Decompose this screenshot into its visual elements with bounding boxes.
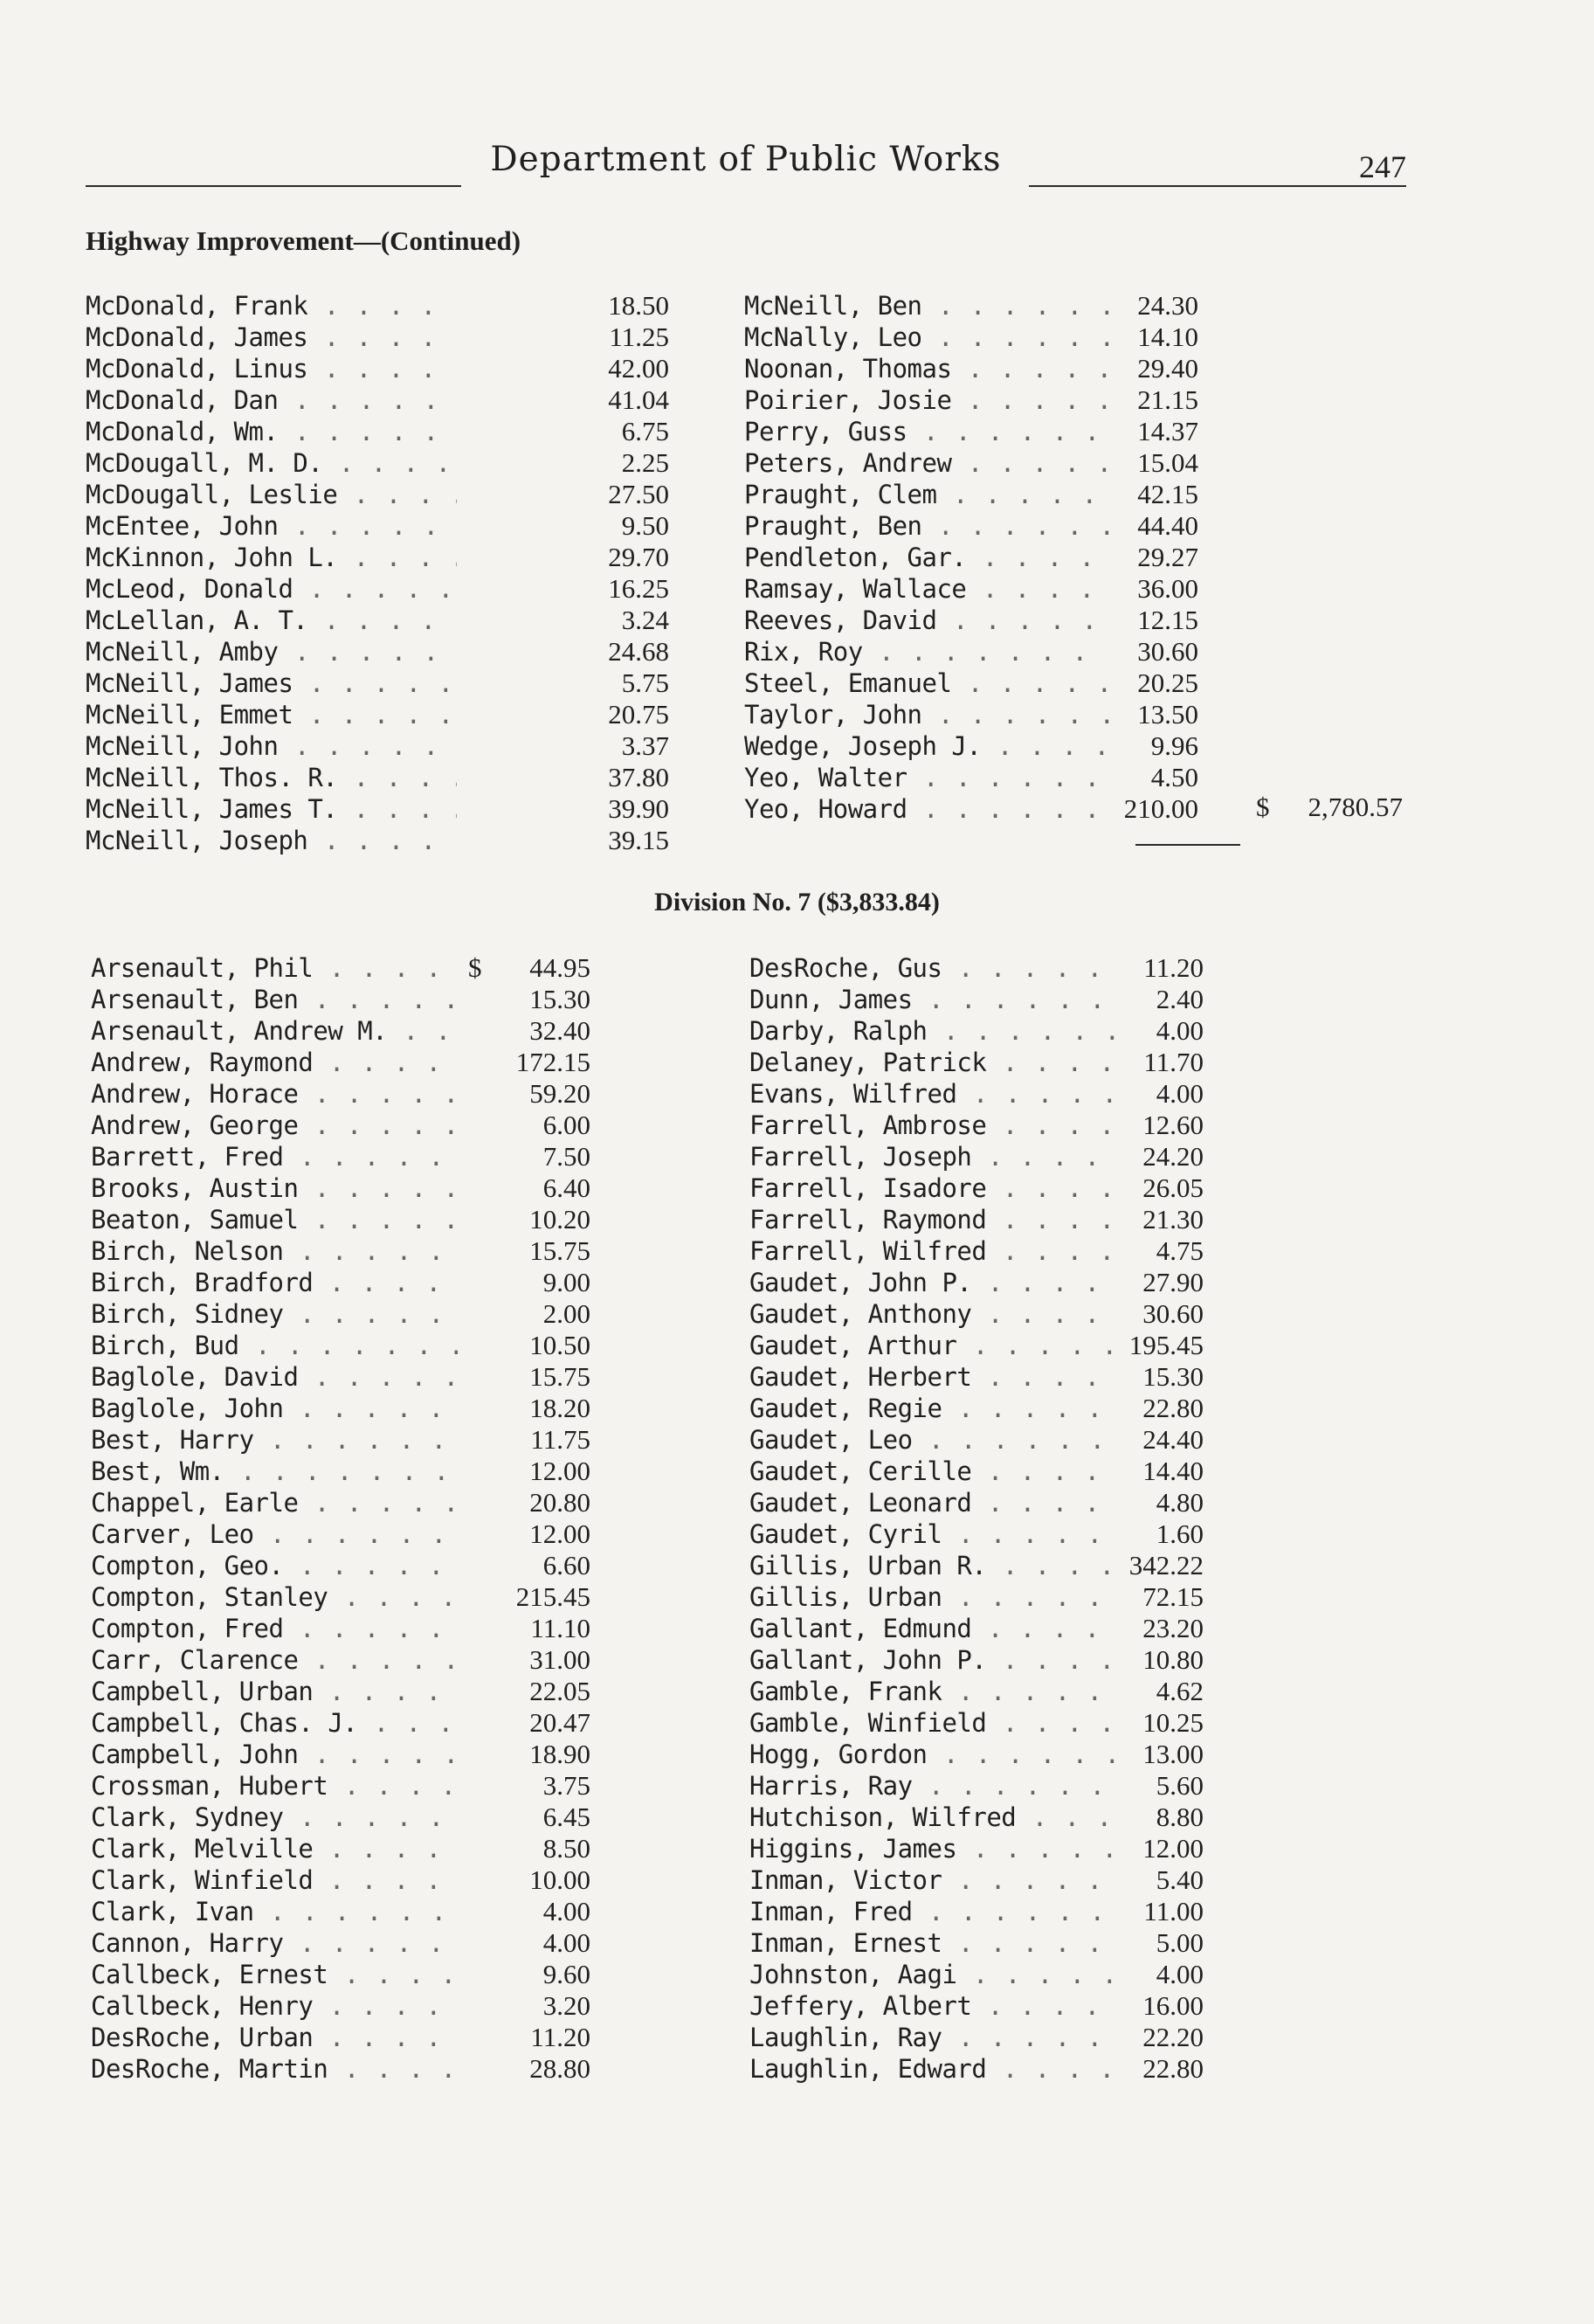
entry-amount: 44.95 xyxy=(529,952,590,983)
entry-name: Johnston, Aagi . . . xyxy=(749,1959,1114,1990)
entry-amount: 3.24 xyxy=(621,605,669,635)
entry-name: Carver, Leo . . . xyxy=(91,1518,458,1550)
entry-amount: 44.40 xyxy=(1137,510,1198,541)
entry-amount: 22.20 xyxy=(1142,2022,1204,2052)
entry-name: Taylor, John . . . xyxy=(744,699,1109,730)
entry-name: Compton, Stanley . . . xyxy=(91,1581,458,1613)
entry-amount: 32.40 xyxy=(529,1015,590,1046)
entry-amount: 29.27 xyxy=(1137,542,1198,572)
entry-name: Farrell, Isadore . . . xyxy=(749,1172,1114,1204)
entry-amount: 4.00 xyxy=(1156,1078,1204,1109)
entry-name: Brooks, Austin . . . xyxy=(91,1172,458,1204)
entry-name: Beaton, Samuel . . . xyxy=(91,1204,458,1235)
entry-amount: 4.00 xyxy=(1156,1959,1204,1989)
entry-amount: 18.90 xyxy=(529,1739,590,1769)
entry-name: McKinnon, John L. . . . xyxy=(86,542,457,573)
entry-name: Gillis, Urban R. . . . xyxy=(749,1550,1114,1581)
division-heading: Division No. 7 ($3,833.84) xyxy=(654,888,940,916)
entry-name: McDougall, Leslie . . . xyxy=(86,479,457,510)
entry-name: Evans, Wilfred . . . xyxy=(749,1078,1114,1110)
entry-name: Gaudet, Cerille . . . xyxy=(749,1456,1114,1487)
entry-name: Birch, Nelson . . . xyxy=(91,1235,458,1267)
entry-amount: 6.45 xyxy=(542,1802,590,1832)
entry-amount: 15.75 xyxy=(529,1361,590,1392)
entry-amount: 5.60 xyxy=(1156,1770,1204,1801)
entry-name: Inman, Fred . . . xyxy=(749,1896,1114,1927)
entry-name: Gaudet, John P. . . . xyxy=(749,1267,1114,1298)
entry-name: Gamble, Frank . . . xyxy=(749,1676,1114,1707)
entry-amount: 4.80 xyxy=(1156,1487,1204,1518)
entry-name: Hutchison, Wilfred . . . xyxy=(749,1802,1114,1833)
entry-amount: 12.00 xyxy=(1142,1833,1204,1864)
entry-amount: 10.25 xyxy=(1142,1707,1204,1738)
entry-amount: 2.00 xyxy=(542,1298,590,1329)
entry-amount: 20.80 xyxy=(529,1487,590,1518)
entry-amount: 10.00 xyxy=(529,1864,590,1895)
entry-name: Callbeck, Henry . . . xyxy=(91,1990,458,2022)
entry-name: Darby, Ralph . . . xyxy=(749,1015,1114,1047)
entry-amount: 195.45 xyxy=(1128,1330,1204,1360)
entry-amount: 18.20 xyxy=(529,1393,590,1423)
entry-amount: 21.30 xyxy=(1142,1204,1204,1235)
entry-name: Andrew, Raymond . . . xyxy=(91,1047,458,1078)
entry-name: Rix, Roy . . . xyxy=(744,636,1109,667)
entry-name: Compton, Fred . . . xyxy=(91,1613,458,1644)
entry-amount: 4.00 xyxy=(542,1927,590,1958)
sum-rule xyxy=(1135,844,1240,846)
entry-name: McDonald, Dan . . . xyxy=(86,384,457,416)
entry-amount: 4.62 xyxy=(1156,1676,1204,1706)
entry-name: Laughlin, Ray . . . xyxy=(749,2022,1114,2053)
entry-amount: 24.68 xyxy=(608,636,669,667)
page-header xyxy=(86,140,1406,192)
entry-name: Best, Harry . . . xyxy=(91,1424,458,1456)
header-rule-right xyxy=(1029,185,1406,187)
entry-amount: 27.50 xyxy=(608,479,669,509)
entry-amount: 11.00 xyxy=(1143,1896,1204,1926)
entry-amount: 15.04 xyxy=(1137,447,1198,478)
entry-amount: 4.50 xyxy=(1150,762,1198,792)
entry-amount: 10.20 xyxy=(529,1204,590,1235)
entry-amount: 8.80 xyxy=(1156,1802,1204,1832)
entry-amount: 9.50 xyxy=(621,510,669,541)
entry-amount: 14.10 xyxy=(1137,322,1198,352)
entry-amount: 22.05 xyxy=(529,1676,590,1706)
entry-amount: 20.75 xyxy=(608,699,669,730)
entry-name: Ramsay, Wallace . . . xyxy=(744,573,1109,605)
entry-name: Gaudet, Arthur . . . xyxy=(749,1330,1114,1361)
entry-amount: 5.75 xyxy=(621,667,669,698)
header-rule-left xyxy=(86,185,461,187)
entry-name: Gallant, John P. . . . xyxy=(749,1644,1114,1676)
entry-name: Farrell, Wilfred . . . xyxy=(749,1235,1114,1267)
section-heading: Highway Improvement—(Continued) xyxy=(86,225,521,256)
entry-amount: 3.20 xyxy=(542,1990,590,2021)
entry-name: Noonan, Thomas . . . xyxy=(744,353,1109,384)
entry-amount: 27.90 xyxy=(1142,1267,1204,1297)
entry-amount: 2.40 xyxy=(1156,984,1204,1014)
entry-name: Baglole, John . . . xyxy=(91,1393,458,1424)
entry-name: Farrell, Raymond . . . xyxy=(749,1204,1114,1235)
entry-amount: 1.60 xyxy=(1156,1518,1204,1549)
entry-name: Campbell, Urban . . . xyxy=(91,1676,458,1707)
entry-name: Farrell, Ambrose . . . xyxy=(749,1110,1114,1141)
entry-amount: 9.96 xyxy=(1150,730,1198,761)
entry-amount: 12.15 xyxy=(1137,605,1198,635)
entry-name: Crossman, Hubert . . . xyxy=(91,1770,458,1802)
entry-name: McDougall, M. D. . . . xyxy=(86,447,457,479)
entry-name: Perry, Guss . . . xyxy=(744,416,1109,447)
entry-amount: 31.00 xyxy=(529,1644,590,1675)
entry-amount: 16.25 xyxy=(608,573,669,604)
entry-name: Pendleton, Gar. . . . xyxy=(744,542,1109,573)
entry-amount: 39.90 xyxy=(608,793,669,824)
entry-name: Clark, Ivan . . . xyxy=(91,1896,458,1927)
entry-name: Farrell, Joseph . . . xyxy=(749,1141,1114,1172)
entry-amount: 16.00 xyxy=(1142,1990,1204,2021)
entry-name: Birch, Bud . . . xyxy=(91,1330,458,1361)
entry-name: Chappel, Earle . . . xyxy=(91,1487,458,1518)
entry-name: Arsenault, Phil . . . xyxy=(91,952,458,984)
entry-amount: 24.30 xyxy=(1137,290,1198,321)
entry-name: McNeill, John . . . xyxy=(86,730,457,762)
entry-name: McLeod, Donald . . . xyxy=(86,573,457,605)
entry-name: McDonald, Frank . . . xyxy=(86,290,457,322)
entry-amount: 5.40 xyxy=(1156,1864,1204,1895)
entry-name: DesRoche, Martin . . . xyxy=(91,2053,458,2085)
entry-amount: 2.25 xyxy=(621,447,669,478)
entry-name: Campbell, John . . . xyxy=(91,1739,458,1770)
entry-amount: 14.40 xyxy=(1142,1456,1204,1486)
entry-amount: 4.75 xyxy=(1156,1235,1204,1266)
entry-amount: 22.80 xyxy=(1142,1393,1204,1423)
entry-name: Inman, Ernest . . . xyxy=(749,1927,1114,1959)
entry-name: Clark, Winfield . . . xyxy=(91,1864,458,1896)
entry-amount: 210.00 xyxy=(1123,793,1198,824)
entry-name: Praught, Clem . . . xyxy=(744,479,1109,510)
entry-amount: 22.80 xyxy=(1142,2053,1204,2084)
entry-name: McNally, Leo . . . xyxy=(744,322,1109,353)
entry-amount: 10.50 xyxy=(529,1330,590,1360)
dollar-sign: $ xyxy=(468,952,482,983)
entry-name: McNeill, Amby . . . xyxy=(86,636,457,667)
entry-amount: 11.20 xyxy=(530,2022,590,2052)
entry-name: Hogg, Gordon . . . xyxy=(749,1739,1114,1770)
entry-name: McDonald, Linus . . . xyxy=(86,353,457,384)
entry-name: DesRoche, Urban . . . xyxy=(91,2022,458,2053)
entry-name: Gaudet, Regie . . . xyxy=(749,1393,1114,1424)
entry-name: Andrew, Horace . . . xyxy=(91,1078,458,1110)
entry-amount: 172.15 xyxy=(515,1047,590,1077)
entry-name: McNeill, Ben . . . xyxy=(744,290,1109,322)
entry-name: Steel, Emanuel . . . xyxy=(744,667,1109,699)
entry-name: Praught, Ben . . . xyxy=(744,510,1109,542)
entry-name: Gaudet, Anthony . . . xyxy=(749,1298,1114,1330)
entry-name: Carr, Clarence . . . xyxy=(91,1644,458,1676)
entry-name: McDonald, Wm. . . . xyxy=(86,416,457,447)
page-number: 247 xyxy=(1359,149,1406,184)
entry-amount: 8.50 xyxy=(542,1833,590,1864)
entry-amount: 20.25 xyxy=(1137,667,1198,698)
entry-amount: 6.60 xyxy=(542,1550,590,1580)
entry-amount: 4.00 xyxy=(1156,1015,1204,1046)
entry-amount: 41.04 xyxy=(608,384,669,415)
entry-name: Arsenault, Andrew M. . . . xyxy=(91,1015,458,1047)
entry-amount: 36.00 xyxy=(1137,573,1198,604)
entry-name: Baglole, David . . . xyxy=(91,1361,458,1393)
entry-amount: 15.30 xyxy=(529,984,590,1014)
entry-name: Reeves, David . . . xyxy=(744,605,1109,636)
entry-name: McNeill, Joseph . . . xyxy=(86,825,457,856)
page-title: Department of Public Works xyxy=(490,140,1002,179)
entry-name: DesRoche, Gus . . . xyxy=(749,952,1114,984)
entry-name: Wedge, Joseph J. . . . xyxy=(744,730,1109,762)
entry-amount: 15.30 xyxy=(1142,1361,1204,1392)
entry-amount: 24.40 xyxy=(1142,1424,1204,1455)
entry-amount: 11.10 xyxy=(530,1613,590,1643)
entry-name: Gaudet, Leonard . . . xyxy=(749,1487,1114,1518)
entry-amount: 42.15 xyxy=(1137,479,1198,509)
entry-name: Peters, Andrew . . . xyxy=(744,447,1109,479)
entry-name: McNeill, Thos. R. . . . xyxy=(86,762,457,793)
entry-name: Harris, Ray . . . xyxy=(749,1770,1114,1802)
entry-name: Cannon, Harry . . . xyxy=(91,1927,458,1959)
entry-amount: 3.75 xyxy=(542,1770,590,1801)
entry-name: Yeo, Howard . . . xyxy=(744,793,1109,825)
entry-amount: 9.00 xyxy=(542,1267,590,1297)
entry-amount: 15.75 xyxy=(529,1235,590,1266)
entry-name: Gaudet, Leo . . . xyxy=(749,1424,1114,1456)
entry-name: McNeill, Emmet . . . xyxy=(86,699,457,730)
entry-amount: 6.75 xyxy=(621,416,669,446)
entry-amount: 18.50 xyxy=(608,290,669,321)
upper-total-amount: 2,780.57 xyxy=(1308,792,1403,822)
entry-amount: 11.70 xyxy=(1143,1047,1204,1077)
entry-amount: 14.37 xyxy=(1137,416,1198,446)
entry-amount: 12.60 xyxy=(1142,1110,1204,1140)
entry-amount: 4.00 xyxy=(542,1896,590,1926)
entry-name: Clark, Sydney . . . xyxy=(91,1802,458,1833)
entry-amount: 39.15 xyxy=(608,825,669,855)
entry-name: Barrett, Fred . . . xyxy=(91,1141,458,1172)
entry-name: Poirier, Josie . . . xyxy=(744,384,1109,416)
entry-amount: 23.20 xyxy=(1142,1613,1204,1643)
entry-amount: 37.80 xyxy=(608,762,669,792)
entry-amount: 24.20 xyxy=(1142,1141,1204,1172)
entry-amount: 10.80 xyxy=(1142,1644,1204,1675)
entry-name: Jeffery, Albert . . . xyxy=(749,1990,1114,2022)
entry-amount: 12.00 xyxy=(529,1456,590,1486)
entry-amount: 342.22 xyxy=(1128,1550,1204,1580)
entry-amount: 30.60 xyxy=(1137,636,1198,667)
entry-amount: 11.75 xyxy=(530,1424,590,1455)
entry-name: Birch, Bradford . . . xyxy=(91,1267,458,1298)
entry-name: Gallant, Edmund . . . xyxy=(749,1613,1114,1644)
entry-name: Arsenault, Ben . . . xyxy=(91,984,458,1015)
entry-name: Best, Wm. . . . xyxy=(91,1456,458,1487)
entry-amount: 3.37 xyxy=(621,730,669,761)
entry-name: Yeo, Walter . . . xyxy=(744,762,1109,793)
entry-amount: 11.20 xyxy=(1143,952,1204,983)
entry-amount: 29.40 xyxy=(1137,353,1198,384)
entry-amount: 30.60 xyxy=(1142,1298,1204,1329)
entry-amount: 72.15 xyxy=(1142,1581,1204,1612)
entry-name: McLellan, A. T. . . . xyxy=(86,605,457,636)
entry-amount: 13.50 xyxy=(1137,699,1198,730)
entry-name: Higgins, James . . . xyxy=(749,1833,1114,1864)
entry-name: Clark, Melville . . . xyxy=(91,1833,458,1864)
entry-amount: 29.70 xyxy=(608,542,669,572)
entry-amount: 20.47 xyxy=(529,1707,590,1738)
entry-name: Dunn, James . . . xyxy=(749,984,1114,1015)
entry-amount: 5.00 xyxy=(1156,1927,1204,1958)
entry-amount: 6.00 xyxy=(542,1110,590,1140)
entry-amount: 215.45 xyxy=(515,1581,590,1612)
entry-amount: 28.80 xyxy=(529,2053,590,2084)
entry-amount: 6.40 xyxy=(542,1172,590,1203)
entry-name: McNeill, James T. . . . xyxy=(86,793,457,825)
upper-total-dollar-sign: $ xyxy=(1256,792,1270,822)
entry-name: Laughlin, Edward . . . xyxy=(749,2053,1114,2085)
entry-name: Gamble, Winfield . . . xyxy=(749,1707,1114,1739)
entry-amount: 59.20 xyxy=(529,1078,590,1109)
entry-name: Andrew, George . . . xyxy=(91,1110,458,1141)
entry-name: Gaudet, Herbert . . . xyxy=(749,1361,1114,1393)
entry-name: Gillis, Urban . . . xyxy=(749,1581,1114,1613)
entry-amount: 13.00 xyxy=(1142,1739,1204,1769)
entry-name: Compton, Geo. . . . xyxy=(91,1550,458,1581)
entry-name: Gaudet, Cyril . . . xyxy=(749,1518,1114,1550)
entry-amount: 7.50 xyxy=(542,1141,590,1172)
entry-amount: 9.60 xyxy=(542,1959,590,1989)
entry-name: Callbeck, Ernest . . . xyxy=(91,1959,458,1990)
entry-name: Campbell, Chas. J. . . . xyxy=(91,1707,458,1739)
entry-amount: 26.05 xyxy=(1142,1172,1204,1203)
entry-amount: 21.15 xyxy=(1137,384,1198,415)
entry-name: Birch, Sidney . . . xyxy=(91,1298,458,1330)
entry-name: McDonald, James . . . xyxy=(86,322,457,353)
entry-name: McEntee, John . . . xyxy=(86,510,457,542)
entry-amount: 42.00 xyxy=(608,353,669,384)
entry-amount: 12.00 xyxy=(529,1518,590,1549)
entry-name: McNeill, James . . . xyxy=(86,667,457,699)
entry-name: Inman, Victor . . . xyxy=(749,1864,1114,1896)
entry-amount: 11.25 xyxy=(609,322,669,352)
entry-name: Delaney, Patrick . . . xyxy=(749,1047,1114,1078)
